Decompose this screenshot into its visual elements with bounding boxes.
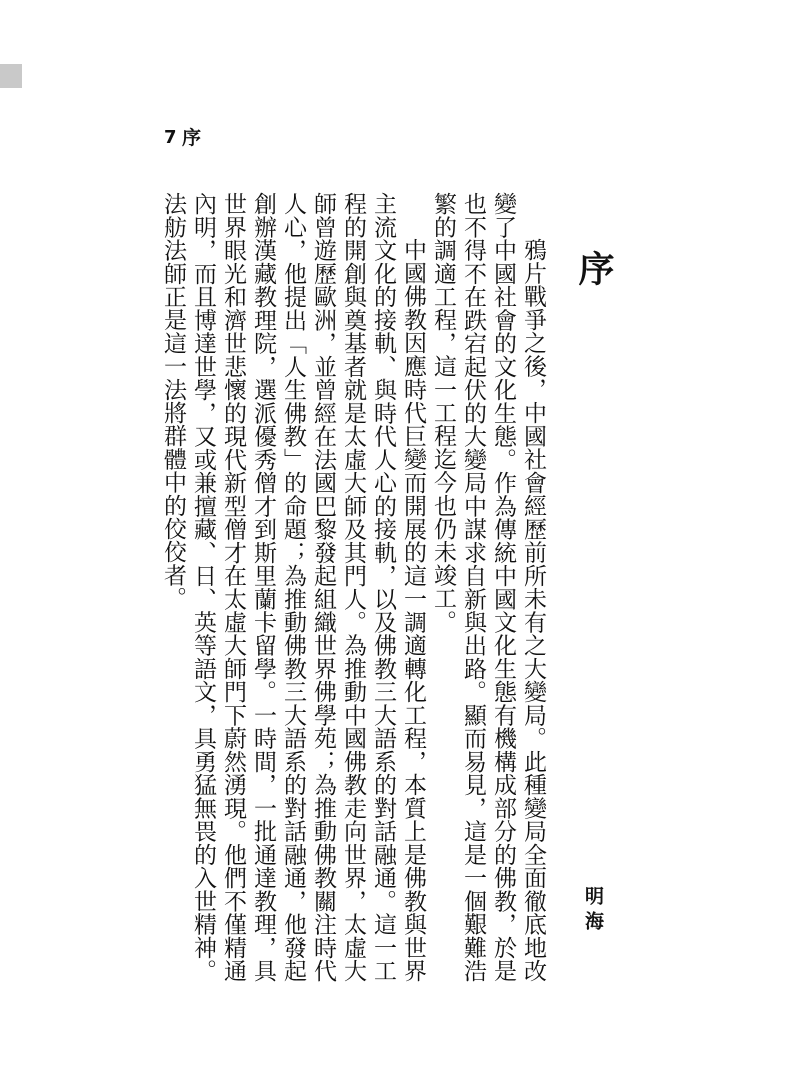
paragraph-1: 鴉片戰爭之後，中國社會經歷前所未有之大變局。此種變局全面徹底地改變了中國社會的文化生態。作為傳統中國文化生態有機構成部分的佛教，於是也不得不在跌宕起伏的大變局中謀求自新與出路。顯而易見，這是一個艱難浩繁的調適工程，這一工程迄今也仍未竣工。 xyxy=(430,192,546,982)
page-number: 7 xyxy=(164,127,177,148)
author-name: 明海 xyxy=(582,886,604,936)
chapter-title: 序 xyxy=(573,250,615,286)
body-text xyxy=(158,192,548,982)
running-head: 序 xyxy=(182,127,202,149)
page-header xyxy=(150,118,202,158)
page-edge-tab xyxy=(0,64,22,88)
paragraph-2: 中國佛教因應時代巨變而開展的這一調適轉化工程，本質上是佛教與世界主流文化的接軌、與時代人心的接軌，以及佛教三大語系的對話融通。這一工程的開創與奠基者就是太虛大師及其門人。為推動中國佛教走向世界，太虛大師曾遊歷歐洲，並曾經在法國巴黎發起組織世界佛學苑；為推動佛教關注時代人心，他提出「人生佛教」的命題；為推動佛教三大語系的對話融通，他發起創辦漢藏教理院，選派優秀僧才到斯里蘭卡留學。一時間，一批通達教理，具世界眼光和濟世悲懷的現代新型僧才在太虛大師門下蔚然湧現。他們不僅精通內明，而且博達世學，又或兼擅藏、日、英等語文，具勇猛無畏的入世精神。法舫法師正是這一法將群體中的佼佼者。 xyxy=(160,192,426,982)
